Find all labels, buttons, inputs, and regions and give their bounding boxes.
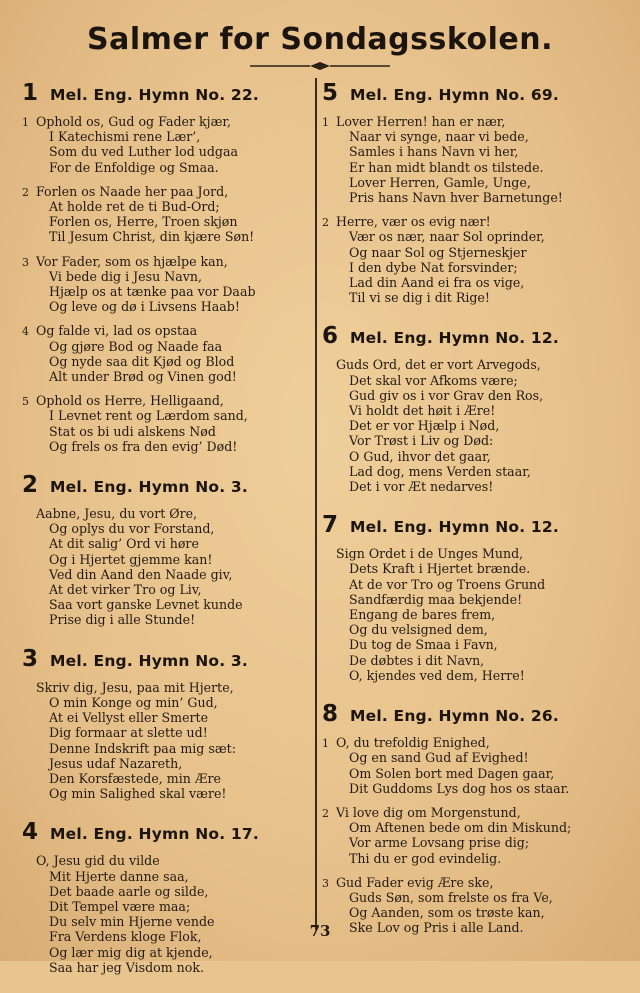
verse-line: Og naar Sol og Stjerneskjer [349,244,527,260]
verse-line: Vor Fader, som os hjælpe kan, [36,253,228,269]
verse-line: At de vor Tro og Troens Grund [349,576,546,592]
verse-line: Sandfærdig maa bekjende! [349,591,523,607]
hymn-number: 8 [322,701,339,728]
hymn-heading [322,80,622,106]
verse-line: Guds Ord, det er vort Arvegods, [336,357,541,373]
hymn-heading [322,701,622,727]
verse-line: Forlen os Naade her paa Jord, [36,183,229,199]
verse-line: Vær os nær, naar Sol oprinder, [349,229,545,245]
verse-line: Vor Trøst i Liv og Død: [349,433,494,449]
verse [22,184,310,245]
title-ornament [250,61,390,71]
left-column [22,80,310,993]
verse-line: De døbtes i dit Navn, [349,652,485,668]
verse-lines [36,323,310,384]
hymn-8 [322,701,622,935]
verse-line: Vi bede dig i Jesu Navn, [49,268,202,284]
verse-number: 1 [322,737,329,751]
hymn-heading [22,80,310,106]
verse-line: Og en sand Gud af Evighed! [349,750,529,766]
verse [22,853,310,975]
verse-lines [336,114,622,205]
verse-line: Og min Salighed skal være! [49,786,227,802]
verse-line: Og i Hjertet gjemme kan! [49,551,213,567]
verse [322,546,622,683]
verse-line: Lad din Aand ei fra os vige, [349,275,525,291]
verse-number: 4 [22,325,29,339]
verse-line: Det i vor Æt nedarves! [349,479,494,495]
verse-line: Til Jesum Christ, din kjære Søn! [49,229,255,245]
verse-line: Aabne, Jesu, du vort Øre, [36,506,198,522]
hymn-4 [22,819,310,975]
verse-lines [22,506,310,628]
verse-line: Det er vor Hjælp i Nød, [349,418,500,434]
hymn-2 [22,472,310,628]
verse-line: Ophold os, Gud og Fader kjær, [36,114,232,129]
verse-line: Dit Guddoms Lys dog hos os staar. [349,780,570,796]
verse-line: Thi du er god evindelig. [349,850,502,866]
verse-number: 2 [322,806,329,820]
verse-number: 3 [322,876,329,890]
verse [322,114,622,205]
verse-line: Det baade aarle og silde, [49,883,209,899]
verse-line: Som du ved Luther lod udgaa [49,144,239,160]
verse-line: Den Korsfæstede, min Ære [49,770,221,786]
verse-line: Og lær mig dig at kjende, [49,944,213,960]
verse-line: At det virker Tro og Liv, [49,582,202,598]
hymn-heading [22,646,310,672]
hymn-melody: Mel. Eng. Hymn No. 69. [350,86,559,104]
verse-lines [336,805,622,866]
verse [22,506,310,628]
hymn-heading [22,472,310,498]
hymn-5 [322,80,622,305]
verse-number: 2 [322,216,329,230]
verse-line: O, kjendes ved dem, Herre! [349,667,525,683]
verse-line: Og frels os fra den evig’ Død! [49,438,238,454]
hymn-heading [322,512,622,538]
hymn-number: 4 [22,819,39,846]
page-title: Salmer for Sondagsskolen. [86,22,553,57]
verse-lines [36,114,310,175]
hymn-number: 3 [22,645,39,672]
verse [322,805,622,866]
verse-line: Prise dig i alle Stunde! [49,612,196,628]
verse-number: 1 [22,116,29,129]
verse-line: Om Aftenen bede om din Miskund; [349,820,572,836]
verse-line: Om Solen bort med Dagen gaar, [349,765,555,781]
right-column [322,80,622,954]
verse-line: Fra Verdens kloge Flok, [49,929,202,945]
verse-line: O, du trefoldig Enighed, [336,735,490,751]
hymn-melody: Mel. Eng. Hymn No. 26. [350,707,559,726]
hymn-heading [322,323,622,349]
verse-line: Skriv dig, Jesu, paa mit Hjerte, [36,679,234,695]
verse-line: At dit salig’ Ord vi høre [49,536,199,552]
verse-line: Herre, vær os evig nær! [336,214,491,230]
verse-line: Er han midt blandt os tilstede. [349,159,544,175]
verse-line: Og Aanden, som os trøste kan, [349,905,545,921]
verse-line: Guds Søn, som frelste os fra Ve, [349,889,553,905]
verse-line: Og nyde saa dit Kjød og Blod [49,353,235,369]
verse-line: I Levnet rent og Lærdom sand, [49,408,248,424]
verse-line: Det skal vor Afkoms være; [349,372,518,388]
verse-lines [336,214,622,305]
verse-line: Alt under Brød og Vinen god! [49,369,237,385]
verse-line: For de Enfoldige og Smaa. [49,159,219,175]
verse-line: I Katechismi rene Lær’, [49,129,201,145]
verse-line: At holde ret de ti Bud-Ord; [49,199,220,215]
verse [22,323,310,384]
verse-line: Forlen os, Herre, Troen skjøn [49,214,238,230]
verse-line: Mit Hjerte danne saa, [49,868,189,884]
hymn-number: 2 [22,472,39,499]
verse-line: Stat os bi udi alskens Nød [49,423,216,439]
verse-lines [322,357,622,494]
verse-number: 1 [322,116,329,129]
verse-line: Og gjøre Bod og Naade faa [49,338,223,354]
verse-line: Ske Lov og Pris i alle Land. [349,920,524,936]
verse-line: Vi holdt det høit i Ære! [349,403,496,419]
verse-line: Jesus udaf Nazareth, [49,755,183,771]
verse-line: Lover Herren! han er nær, [336,114,506,129]
verse [22,393,310,454]
verse-line: Lover Herren, Gamle, Unge, [349,174,531,190]
verse-line: Og oplys du vor Forstand, [49,521,215,537]
hymn-6 [322,323,622,494]
hymn-3 [22,646,310,802]
verse-line: Og du velsigned dem, [349,622,488,638]
verse-line: Gud giv os i vor Grav den Ros, [349,387,544,403]
verse-line: I den dybe Nat forsvinder; [349,259,518,275]
verse-lines [22,853,310,975]
verse-line: O Gud, ihvor det gaar, [349,448,491,464]
verse-line: Hjælp os at tænke paa vor Daab [49,284,256,300]
verse-line: Dit Tempel være maa; [49,898,191,914]
page-number: 73 [309,922,331,940]
verse [322,357,622,494]
verse-line: Dig formaar at slette ud! [49,725,208,741]
verse-line: O min Konge og min’ Gud, [49,694,218,710]
verse-line: At ei Vellyst eller Smerte [49,710,209,726]
verse-line: Denne Indskrift paa mig sæt: [49,740,236,756]
verse-line: Saa har jeg Visdom nok. [49,959,204,975]
hymn-melody: Mel. Eng. Hymn No. 12. [350,329,559,348]
hymn-melody: Mel. Eng. Hymn No. 22. [50,86,259,104]
hymn-melody: Mel. Eng. Hymn No. 12. [350,518,559,537]
hymn-1 [22,80,310,454]
verse-line: Gud Fader evig Ære ske, [336,874,494,890]
hymn-number: 7 [322,512,339,539]
hymn-melody: Mel. Eng. Hymn No. 3. [50,651,248,670]
verse-line: Og falde vi, lad os opstaa [36,323,198,339]
hymn-melody: Mel. Eng. Hymn No. 17. [50,825,259,844]
verse [22,680,310,802]
verse-lines [36,393,310,454]
hymn-melody: Mel. Eng. Hymn No. 3. [50,478,248,497]
verse-line: Til vi se dig i dit Rige! [349,290,490,306]
verse-line: Du selv min Hjerne vende [49,914,215,930]
hymn-heading [22,819,310,845]
verse-line: Vor arme Lovsang prise dig; [349,835,530,851]
hymn-number: 5 [322,80,339,106]
verse-line: Og leve og dø i Livsens Haab! [49,299,240,315]
verse-line: Lad dog, mens Verden staar, [349,463,531,479]
verse [322,735,622,796]
verse-line: Engang de bares frem, [349,607,496,623]
verse-line: Naar vi synge, naar vi bede, [349,129,529,145]
verse-line: Ved din Aand den Naade giv, [49,566,233,582]
verse-number: 3 [22,255,29,269]
verse-line: Saa vort ganske Levnet kunde [49,597,243,613]
verse-number: 5 [22,395,29,409]
verse-lines [322,546,622,683]
verse-number: 2 [22,185,29,199]
hymn-7 [322,512,622,683]
verse-lines [36,184,310,245]
verse-line: Dets Kraft i Hjertet brænde. [349,561,531,577]
verse-lines [22,680,310,802]
column-divider [315,78,317,930]
verse [322,214,622,305]
verse-line: Pris hans Navn hver Barnetunge! [349,190,563,206]
verse [22,114,310,175]
verse-line: Vi love dig om Morgenstund, [336,804,521,820]
verse [22,254,310,315]
verse-lines [36,254,310,315]
verse-line: Ophold os Herre, Helligaand, [36,393,224,409]
verse-line: Du tog de Smaa i Favn, [349,637,498,653]
verse-line: O, Jesu gid du vilde [36,853,160,869]
verse-line: Sign Ordet i de Unges Mund, [336,546,524,562]
hymn-number: 1 [22,80,39,106]
verse-lines [336,735,622,796]
verse-line: Samles i hans Navn vi her, [349,144,519,160]
hymn-number: 6 [322,323,339,350]
